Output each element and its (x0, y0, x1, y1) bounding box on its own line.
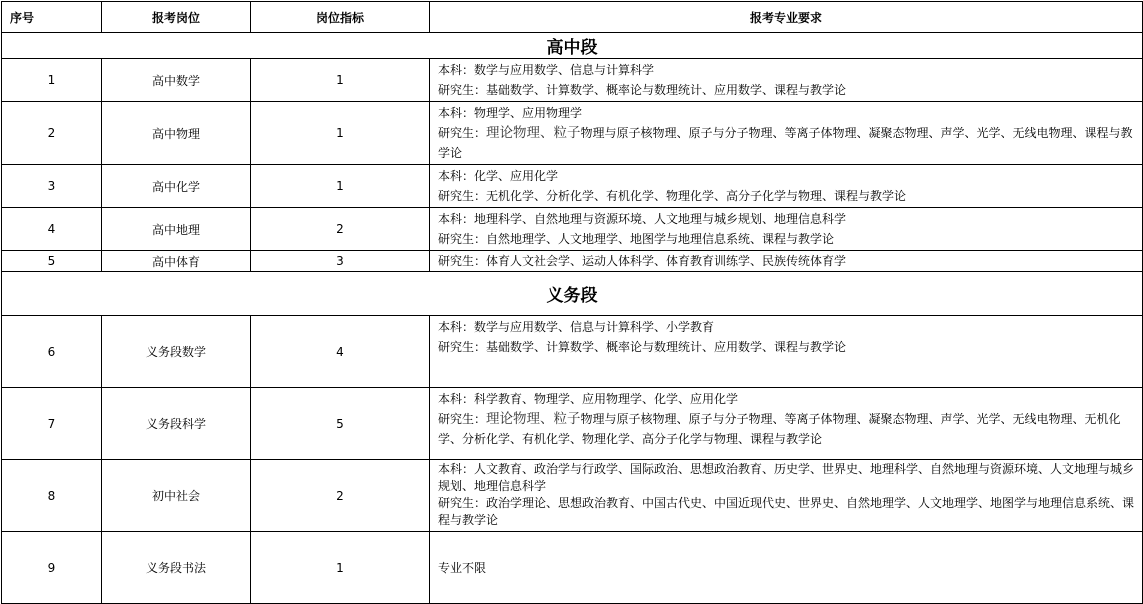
row-position: 高中物理 (102, 102, 251, 165)
row-quota: 4 (251, 316, 430, 388)
header-row (2, 2, 1143, 33)
row-seq: 8 (2, 460, 102, 532)
row-quota: 1 (251, 165, 430, 208)
req-line: 本科：数学与应用数学、信息与计算科学、小学教育 (438, 320, 715, 334)
req-line: 本科：数学与应用数学、信息与计算科学 (438, 63, 655, 77)
row-requirement (430, 251, 1143, 272)
req-line-graduate (438, 409, 1136, 449)
row-position: 初中社会 (102, 460, 251, 532)
row-quota: 3 (251, 251, 430, 272)
row-requirement (430, 165, 1143, 208)
req-line: 研究生：基础数学、计算数学、概率论与数理统计、应用数学、课程与教学论 (438, 340, 847, 354)
row-seq: 4 (2, 208, 102, 251)
row-position: 高中地理 (102, 208, 251, 251)
req-emphasis: 理论物理、粒子 (486, 125, 581, 141)
req-line: 本科：科学教育、物理学、应用物理学、化学、应用化学 (438, 392, 739, 406)
row-seq: 1 (2, 59, 102, 102)
row-requirement (430, 102, 1143, 165)
table-row (2, 165, 1143, 208)
recruitment-table (1, 1, 1143, 604)
header-quota: 岗位指标 (251, 2, 430, 33)
req-line: 专业不限 (438, 560, 487, 575)
req-line: 研究生：政治学理论、思想政治教育、中国古代史、中国近现代史、世界史、自然地理学、人文地理学、地图学与地理信息系统、课程与教学论 (438, 496, 1135, 527)
row-requirement (430, 388, 1143, 460)
req-rest: 物理与原子核物理、原子与分子物理、等离子体物理、凝聚态物理、声学、光学、无线电物理、课程与教学论 (438, 126, 1133, 160)
row-requirement (430, 59, 1143, 102)
req-line: 本科：地理科学、自然地理与资源环境、人文地理与城乡规划、地理信息科学 (438, 212, 847, 226)
table-row (2, 388, 1143, 460)
row-seq: 7 (2, 388, 102, 460)
req-line: 本科：人文教育、政治学与行政学、国际政治、思想政治教育、历史学、世界史、地理科学、自然地理与资源环境、人文地理与城乡规划、地理信息科学 (438, 462, 1135, 493)
row-seq: 9 (2, 532, 102, 604)
table-row (2, 316, 1143, 388)
req-rest: 物理与原子核物理、原子与分子物理、等离子体物理、凝聚态物理、声学、光学、无线电物理、无机化学、分析化学、有机化学、物理化学、高分子化学与物理、课程与教学论 (438, 412, 1121, 446)
row-requirement (430, 208, 1143, 251)
req-line: 研究生：无机化学、分析化学、有机化学、物理化学、高分子化学与物理、课程与教学论 (438, 189, 907, 203)
row-seq: 6 (2, 316, 102, 388)
row-requirement (430, 316, 1143, 388)
row-position: 高中数学 (102, 59, 251, 102)
req-line-graduate (438, 123, 1136, 163)
row-quota: 1 (251, 532, 430, 604)
row-position: 义务段书法 (102, 532, 251, 604)
header-requirement: 报考专业要求 (430, 2, 1143, 33)
row-requirement (430, 460, 1143, 532)
section-title-compulsory: 义务段 (2, 272, 1143, 316)
section-title-high-school: 高中段 (2, 33, 1143, 59)
table-row (2, 59, 1143, 102)
table-row (2, 460, 1143, 532)
row-quota: 2 (251, 460, 430, 532)
table-row (2, 102, 1143, 165)
row-requirement (430, 532, 1143, 604)
header-seq: 序号 (2, 2, 102, 33)
row-quota: 1 (251, 102, 430, 165)
row-quota: 2 (251, 208, 430, 251)
req-line: 本科：物理学、应用物理学 (438, 106, 583, 120)
req-line: 研究生：基础数学、计算数学、概率论与数理统计、应用数学、课程与教学论 (438, 83, 847, 97)
row-position: 高中体育 (102, 251, 251, 272)
table-row (2, 251, 1143, 272)
table-row (2, 208, 1143, 251)
req-line: 研究生：体育人文社会学、运动人体科学、体育教育训练学、民族传统体育学 (438, 254, 847, 268)
req-emphasis: 理论物理、粒子 (486, 411, 581, 427)
row-seq: 2 (2, 102, 102, 165)
section-row (2, 272, 1143, 316)
req-line: 本科：化学、应用化学 (438, 169, 559, 183)
table-row (2, 532, 1143, 604)
row-position: 义务段科学 (102, 388, 251, 460)
row-seq: 3 (2, 165, 102, 208)
section-row (2, 33, 1143, 59)
row-position: 高中化学 (102, 165, 251, 208)
row-seq: 5 (2, 251, 102, 272)
req-line: 研究生：自然地理学、人文地理学、地图学与地理信息系统、课程与教学论 (438, 232, 835, 246)
row-position: 义务段数学 (102, 316, 251, 388)
row-quota: 1 (251, 59, 430, 102)
req-prefix: 研究生： (438, 412, 487, 426)
header-position: 报考岗位 (102, 2, 251, 33)
req-prefix: 研究生： (438, 126, 487, 140)
row-quota: 5 (251, 388, 430, 460)
